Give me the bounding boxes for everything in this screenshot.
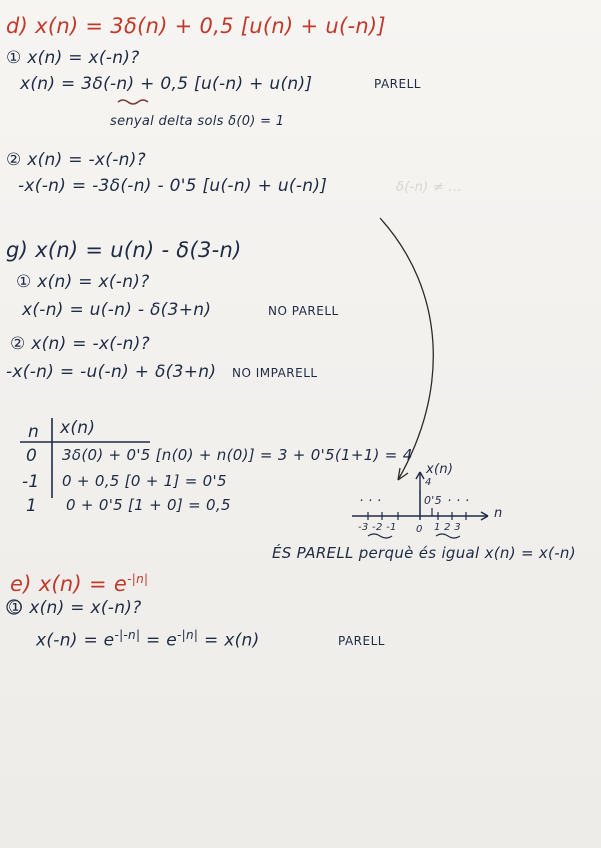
part-e-mid-exp: -|n| — [177, 628, 199, 642]
part-e-q1-work — [36, 628, 260, 651]
conclusion-text: ÉS PARELL perquè és igual x(n) = x(-n) — [272, 544, 576, 562]
part-g-q1-result: NO PARELL — [268, 304, 339, 318]
table-header-x: x(n) — [60, 418, 96, 438]
table-row-1-n: -1 — [22, 472, 40, 492]
sketch-zero-tick: 0 — [416, 524, 423, 535]
sketch-x-label: n — [494, 506, 503, 521]
part-d-delta-note: senyal delta sols δ(0) = 1 — [110, 114, 285, 129]
arrow-curve — [380, 218, 433, 480]
part-d-q2-work: -x(-n) = -3δ(-n) - 0'5 [u(-n) + u(-n)] — [18, 176, 328, 196]
sketch-dots-right: . . . — [448, 490, 471, 505]
part-d-q1-result: PARELL — [374, 77, 421, 91]
table-row-0-n: 0 — [26, 446, 38, 466]
table-row-0-x: 3δ(0) + 0'5 [n(0) + n(0)] = 3 + 0'5(1+1) = 4 — [62, 446, 413, 464]
sketch-side-label: 0'5 — [424, 494, 442, 507]
part-e-letter: e) — [10, 572, 32, 596]
sketch-peak-label: 4 — [425, 477, 432, 488]
part-g-q2: ② x(n) = -x(-n)? — [10, 334, 150, 354]
table-header-n: n — [28, 422, 40, 442]
part-e-q1-result: PARELL — [338, 634, 385, 648]
part-d-q1-work: x(n) = 3δ(-n) + 0,5 [u(-n) + u(n)] — [20, 74, 313, 94]
tick-squiggle-right — [436, 534, 460, 538]
part-e-q1: ① x(n) = x(-n)? — [8, 598, 142, 618]
part-e-rhs: = x(n) — [204, 630, 260, 651]
sketch-neg-ticks: -3 -2 -1 — [358, 522, 397, 533]
part-g-q2-result: NO IMPARELL — [232, 366, 318, 380]
part-e-exponent: -|n| — [127, 572, 149, 586]
part-e-lhs-exp: -|-n| — [114, 628, 141, 642]
part-g-q1: ① x(n) = x(-n)? — [16, 272, 150, 292]
part-d-label — [6, 14, 386, 38]
sketch-y-label: x(n) — [426, 462, 454, 477]
table-row-1-x: 0 + 0,5 [0 + 1] = 0'5 — [62, 472, 227, 490]
part-e-lhs: x(-n) = e — [36, 630, 115, 651]
part-g-q1-work: x(-n) = u(-n) - δ(3+n) — [22, 300, 212, 320]
tick-squiggle-left — [368, 534, 392, 538]
squiggle-underline — [118, 100, 148, 104]
part-d-faint-text: δ(-n) ≠ ... — [396, 180, 462, 195]
part-g-title: g) x(n) = u(n) - δ(3-n) — [6, 238, 242, 262]
part-d-q1: ① x(n) = x(-n)? — [6, 48, 140, 68]
part-e-expression: x(n) = e — [38, 572, 128, 596]
part-d-q2: ② x(n) = -x(-n)? — [6, 150, 146, 170]
table-row-2-n: 1 — [26, 496, 38, 516]
sketch-dots-left: . . . — [360, 490, 383, 505]
part-e-title — [10, 572, 148, 596]
sketch-pos-ticks: 1 2 3 — [434, 522, 461, 533]
table-row-2-x: 0 + 0'5 [1 + 0] = 0,5 — [66, 496, 231, 514]
part-e-mid: = e — [146, 630, 178, 651]
part-g-q2-work: -x(-n) = -u(-n) + δ(3+n) — [6, 362, 217, 382]
part-d-letter: d) — [6, 14, 29, 38]
part-d-expression: x(n) = 3δ(n) + 0,5 [u(n) + u(-n)] — [35, 14, 386, 38]
